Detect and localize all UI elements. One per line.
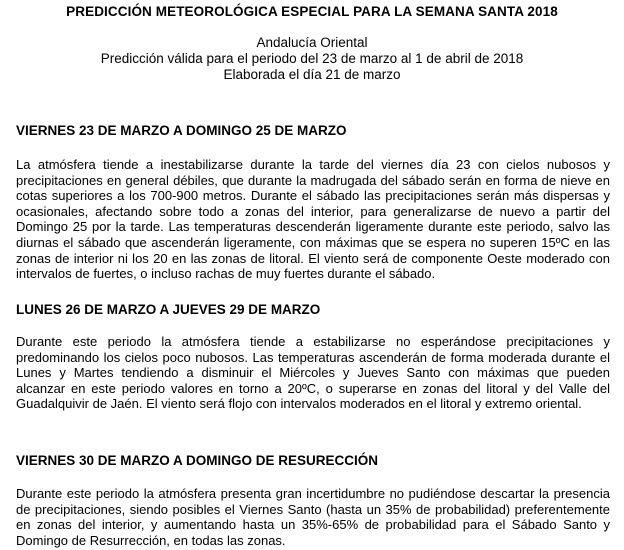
text-line: diurnas el sábado que ascenderán ligeramente, con máximas que se espera no superen 15ºC en las (16, 234, 610, 250)
text-line: alcanzar en este periodo valores en torno a 20ºC, o superarse en zonas del litoral y del Valle del (16, 380, 610, 396)
text-line: Lunes y Martes tendiendo a disminuir el Miércoles y Jueves Santo con máximas que pueden (16, 365, 610, 381)
text-line: Domingo 25 por la tarde. Las temperaturas descenderán ligeramente durante este periodo, salvo las (16, 219, 610, 235)
text-line: Guadalquivir de Jaén. El viento será flojo con intervalos moderados en el litoral y extremo oriental. (16, 396, 582, 412)
section-heading-easter: VIERNES 30 DE MARZO A DOMINGO DE RESURECCIÓN (16, 453, 379, 468)
text-line: Durante este periodo la atmósfera tiende a estabilizarse no esperándose precipitaciones y (16, 334, 610, 349)
text-line: precipitaciones en general débiles, que durante la madrugada del sábado serán en forma de nieve en (16, 172, 610, 188)
section-body-midweek (16, 334, 610, 412)
text-line: Durante este periodo la atmósfera presenta gran incertidumbre no pudiéndose descartar la presencia (16, 486, 610, 501)
section-body-weekend (16, 157, 610, 282)
section-body-easter (16, 486, 610, 548)
text-line: zonas de interior ni los 20 en las zonas de litoral. El viento será de componente Oeste moderado con (16, 250, 610, 266)
validity-period: Predicción válida para el periodo del 23 de marzo al 1 de abril de 2018 (100, 51, 524, 66)
document-subtitle (0, 35, 624, 83)
section-heading-weekend: VIERNES 23 DE MARZO A DOMINGO 25 DE MARZO (16, 123, 347, 138)
text-line: Domingo de Resurrección, en todas las zonas. (16, 532, 286, 548)
section-heading-midweek: LUNES 26 DE MARZO A JUEVES 29 DE MARZO (16, 302, 321, 317)
text-line: ocasionales, afectando sobre todo a zonas del interior, para generalizarse de nuevo a partir del (16, 203, 610, 219)
text-line: La atmósfera tiende a inestabilizarse durante la tarde del viernes día 23 con cielos nubosos y (16, 157, 610, 172)
issued-date: Elaborada el día 21 de marzo (223, 67, 401, 82)
text-line: predominando los cielos poco nubosos. Las temperaturas ascenderán de forma moderada durante el (16, 349, 610, 365)
text-line: intervalos de fuertes, o incluso rachas de muy fuertes durante el sábado. (16, 266, 436, 282)
text-line: cotas superiores a los 700-900 metros. Durante el sábado las precipitaciones serán más dispersas y (16, 188, 610, 204)
text-line: en zonas del interior, y aumentando hasta un 35%-65% de probabilidad para el Sábado Santo y (16, 517, 610, 533)
text-line: de precipitaciones, siendo posibles el Viernes Santo (hasta un 35% de probabilidad) preferentemente (16, 501, 610, 517)
region-name: Andalucía Oriental (256, 35, 368, 50)
document-title: PREDICCIÓN METEOROLÓGICA ESPECIAL PARA LA SEMANA SANTA 2018 (66, 4, 558, 19)
